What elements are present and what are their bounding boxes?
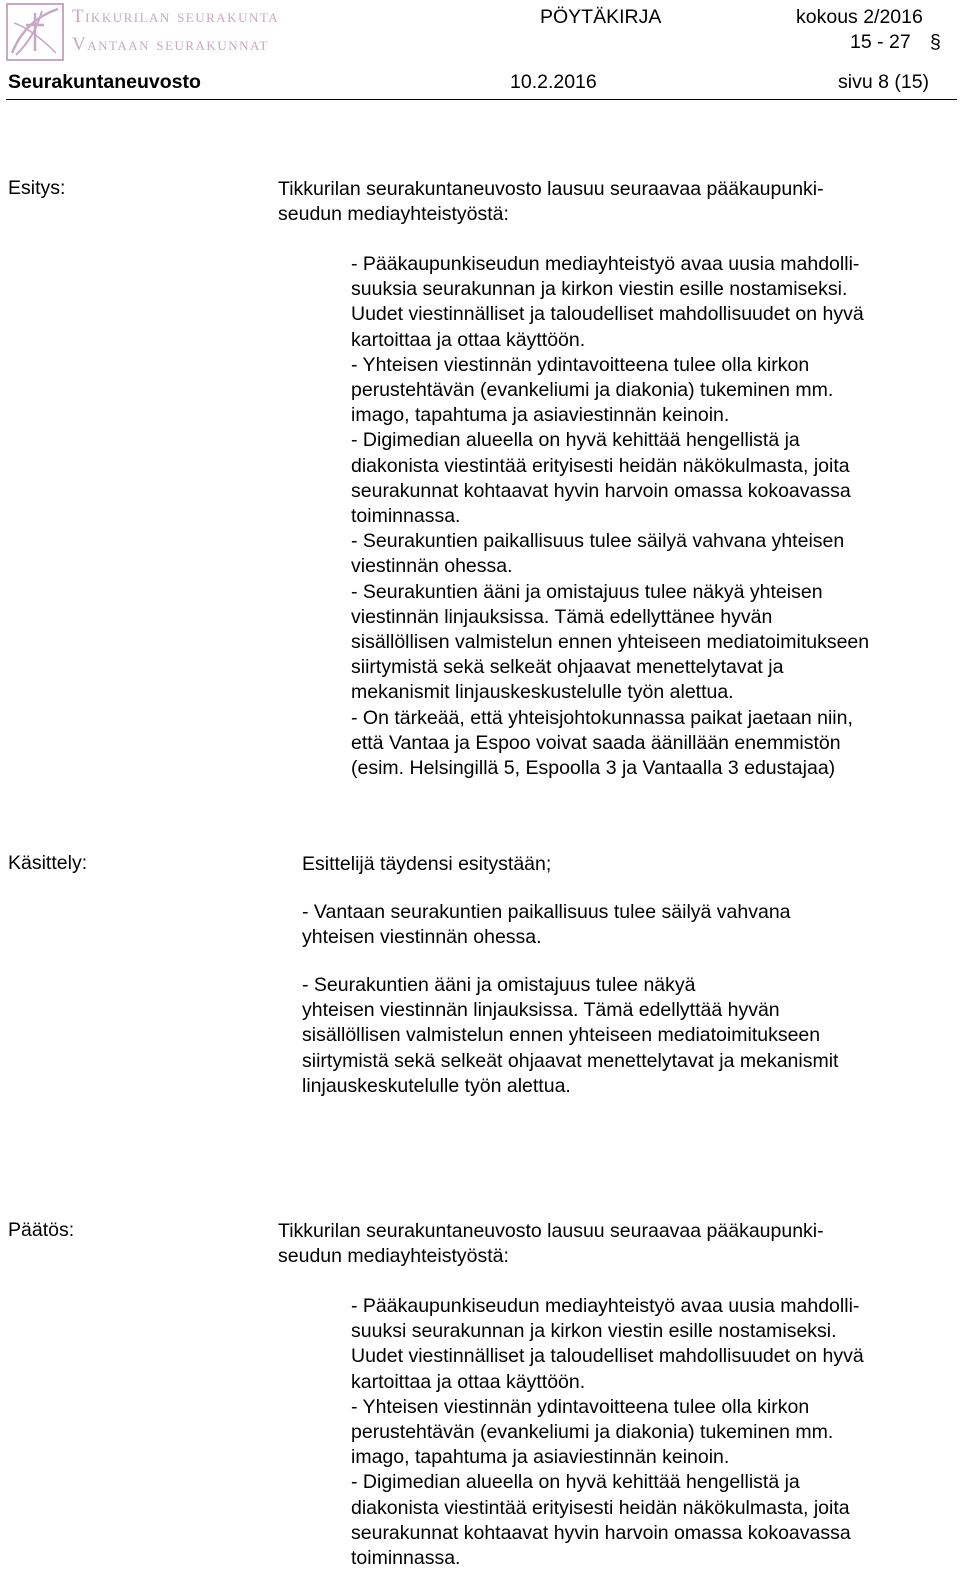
esitys-intro: Tikkurilan seurakuntaneuvosto lausuu seuraavaa pääkaupunki- seudun mediayhteistyöstä: [278,178,824,226]
paatos-label: Päätös: [8,1219,75,1241]
meeting-date: 10.2.2016 [510,71,597,93]
esitys-label: Esitys: [8,177,66,199]
meeting-number: kokous 2/2016 [796,6,923,28]
paatos-intro: Tikkurilan seurakuntaneuvosto lausuu seuraavaa pääkaupunki- seudun mediayhteistyöstä: [278,1220,824,1268]
header-divider [6,99,957,100]
document-type: PÖYTÄKIRJA [540,6,662,28]
item-range: 15 - 27 [850,31,911,53]
org-name-line1: Tikkurilan seurakunta [72,6,280,27]
kasittely-intro: Esittelijä täydensi esitystään; [302,853,552,875]
esitys-points: - Pääkaupunkiseudun mediayhteistyö avaa uusia mahdolli- suuksia seurakunnan ja kirkon viestin esille nostamiseksi. Uudet viestinnälliset ja taloudelliset mahdollisuudet on hyvä kartoittaa ja ottaa käyttöön. - Yhteisen viestinnän ydintavoitteena tulee olla kirkon perustehtävän (evankeliumi ja diakonia) tukeminen mm. imago, tapahtuma ja asiaviestinnän keinoin. - Digimedian alueella on hyvä kehittää hengellistä ja diakonista viestintää erityisesti heidän näkökulmasta, joita seurakunnat kohtaavat hyvin harvoin omassa kokoavassa toiminnassa. - Seurakuntien paikallisuus tulee säilyä vahvana yhteisen viestinnän ohessa. - Seurakuntien ääni ja omistajuus tulee näkyä yhteisen viestinnän linjauksissa. Tämä edellyttänee hyvän sisällöllisen valmistelun ennen yhteiseen mediatoimitukseen siirtymistä sekä selkeät ohjaavat menettelytavat ja mekanismit linjauskeskustelulle työn alettua. - On tärkeää, että yhteisjohtokunnassa paikat jaetaan niin, että Vantaa ja Espoo voivat saada äänillään enemmistön (esim. Helsingillä 5, Espoolla 3 ja Vantaalla 3 edustajaa) [351,253,870,780]
kasittely-paragraph-2: - Seurakuntien ääni ja omistajuus tulee näkyä yhteisen viestinnän linjauksissa. Tämä edellyttää hyvän sisällöllisen valmistelun ennen yhteiseen mediatoimitukseen siirtymistä sekä selkeät ohjaavat menettelytavat ja mekanismit linjauskeskutelulle työn alettua. [302,974,839,1097]
governing-body-name: Seurakuntaneuvosto [8,71,201,93]
kasittely-paragraph-1: - Vantaan seurakuntien paikallisuus tulee säilyä vahvana yhteisen viestinnän ohessa. [302,901,791,949]
kasittely-label: Käsittely: [8,852,88,874]
page-number: sivu 8 (15) [838,71,930,93]
section-symbol: § [930,31,941,53]
paatos-points: - Pääkaupunkiseudun mediayhteistyö avaa uusia mahdolli- suuksi seurakunnan ja kirkon viestin esille nostamiseksi. Uudet viestinnälliset ja taloudelliset mahdollisuudet on hyvä kartoittaa ja ottaa käyttöön. - Yhteisen viestinnän ydintavoitteena tulee olla kirkon perustehtävän (evankeliumi ja diakonia) tukeminen mm. imago, tapahtuma ja asiaviestinnän keinoin. - Digimedian alueella on hyvä kehittää hengellistä ja diakonista viestintää erityisesti heidän näkökulmasta, joita seurakunnat kohtaavat hyvin harvoin omassa kokoavassa toiminnassa. [351,1295,864,1570]
parish-logo-icon [6,3,64,61]
org-name-line2: Vantaan seurakunnat [72,34,269,55]
